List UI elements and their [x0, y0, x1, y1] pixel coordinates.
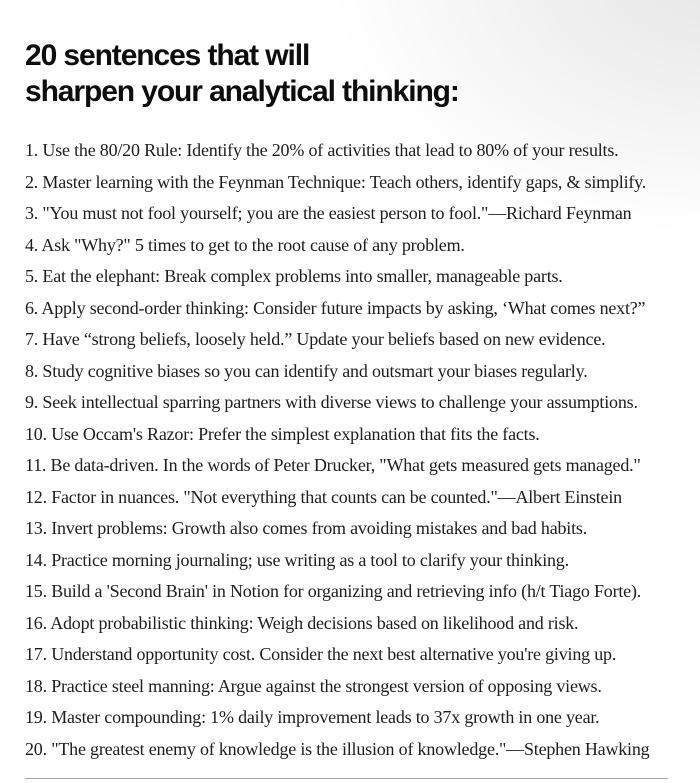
list-item: 8. Study cognitive biases so you can identify and outsmart your biases regularly. — [25, 360, 588, 381]
list-item: 16. Adopt probabilistic thinking: Weigh decisions based on likelihood and risk. — [25, 612, 579, 633]
list-item: 13. Invert problems: Growth also comes from avoiding mistakes and bad habits. — [25, 518, 587, 538]
list-item: 14. Practice morning journaling; use writing as a tool to clarify your thinking. — [25, 549, 569, 570]
sentence-list — [25, 135, 675, 765]
list-item: 18. Practice steel manning: Argue against the strongest version of opposing views. — [25, 675, 602, 696]
list-item: 7. Have “strong beliefs, loosely held.” Update your beliefs based on new evidence. — [25, 329, 606, 349]
page-title-line-1: 20 sentences that will — [25, 39, 310, 72]
page-title-line-2: sharpen your analytical thinking: — [25, 75, 459, 108]
list-item: 9. Seek intellectual sparring partners with diverse views to challenge your assumptions. — [25, 392, 638, 412]
list-item: 1. Use the 80/20 Rule: Identify the 20% of activities that lead to 80% of your results. — [25, 140, 619, 160]
list-item: 12. Factor in nuances. "Not everything that counts can be counted."—Albert Einstein — [25, 486, 622, 507]
list-item: 10. Use Occam's Razor: Prefer the simplest explanation that fits the facts. — [25, 423, 540, 444]
list-item: 20. "The greatest enemy of knowledge is the illusion of knowledge."—Stephen Hawking — [25, 738, 650, 759]
list-item: 4. Ask "Why?" 5 times to get to the root cause of any problem. — [25, 234, 465, 255]
list-item: 19. Master compounding: 1% daily improvement leads to 37x growth in one year. — [25, 707, 600, 727]
bottom-divider — [25, 778, 668, 779]
page-title — [25, 38, 675, 110]
list-item: 2. Master learning with the Feynman Technique: Teach others, identify gaps, & simplify. — [25, 171, 647, 192]
list-item: 6. Apply second-order thinking: Consider future impacts by asking, ‘What comes next?” — [25, 297, 646, 318]
list-item: 15. Build a 'Second Brain' in Notion for organizing and retrieving info (h/t Tiago Forte). — [25, 581, 642, 601]
list-item: 11. Be data-driven. In the words of Peter Drucker, "What gets measured gets managed." — [25, 455, 641, 475]
list-item: 3. "You must not fool yourself; you are the easiest person to fool."—Richard Feynman — [25, 203, 632, 223]
list-item: 17. Understand opportunity cost. Consider the next best alternative you're giving up. — [25, 644, 617, 664]
list-item: 5. Eat the elephant: Break complex problems into smaller, manageable parts. — [25, 266, 563, 286]
